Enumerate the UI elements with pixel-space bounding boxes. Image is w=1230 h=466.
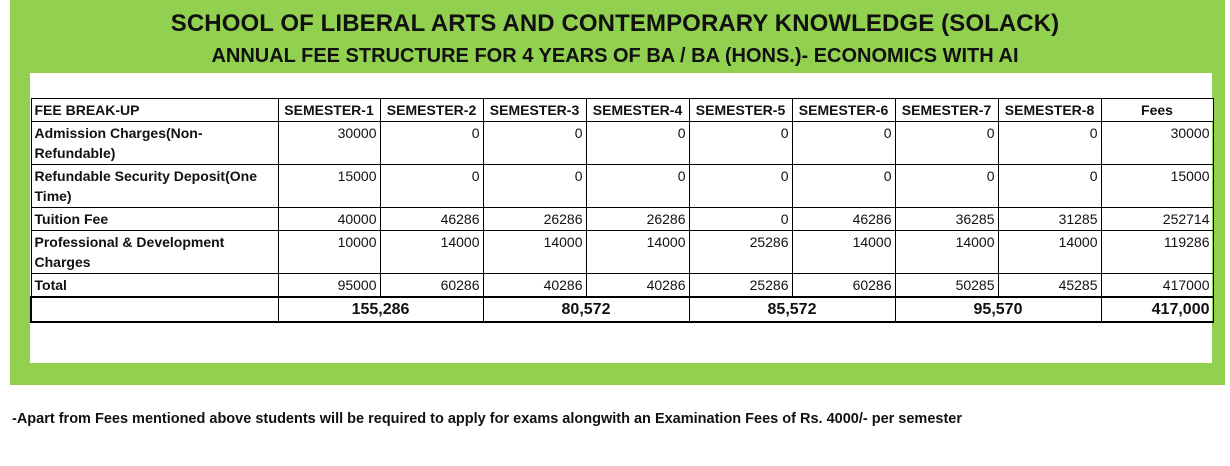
table-cell: 417000 (1101, 274, 1213, 298)
footer-note: -Apart from Fees mentioned above students will be required to apply for exams alongwith an Examination Fees of Rs. 4000/- per semester (12, 411, 962, 427)
page-title: SCHOOL OF LIBERAL ARTS AND CONTEMPORARY KNOWLEDGE (SOLACK) (170, 10, 1060, 37)
column-header-fees: Fees (1101, 99, 1213, 122)
table-cell: 26286 (483, 208, 586, 231)
table-cell: 46286 (380, 208, 483, 231)
table-cell: 119286 (1101, 231, 1213, 274)
year-1-total: 155,286 (278, 297, 483, 322)
table-cell: 15000 (1101, 165, 1213, 208)
yearly-totals-row (31, 297, 1213, 322)
table-cell: 36285 (895, 208, 998, 231)
year-2-total: 80,572 (483, 297, 689, 322)
table-row (31, 122, 1213, 165)
table-row-total (31, 274, 1213, 298)
table-cell: 0 (895, 122, 998, 165)
table-cell: 30000 (278, 122, 380, 165)
column-header-semester-1: SEMESTER-1 (278, 99, 380, 122)
table-cell: 0 (483, 165, 586, 208)
table-cell: 0 (792, 165, 895, 208)
year-4-total: 95,570 (895, 297, 1101, 322)
table-cell: 0 (998, 165, 1101, 208)
column-header-semester-5: SEMESTER-5 (689, 99, 792, 122)
table-cell: 14000 (586, 231, 689, 274)
year-3-total: 85,572 (689, 297, 895, 322)
table-cell: 25286 (689, 274, 792, 298)
table-cell: 14000 (998, 231, 1101, 274)
table-cell: 0 (586, 122, 689, 165)
table-row (31, 208, 1213, 231)
table-cell: 0 (689, 122, 792, 165)
table-cell: 0 (895, 165, 998, 208)
table-cell: 0 (380, 165, 483, 208)
table-cell: 0 (689, 165, 792, 208)
table-cell: 10000 (278, 231, 380, 274)
table-cell: 31285 (998, 208, 1101, 231)
table-cell: 45285 (998, 274, 1101, 298)
table-cell: 26286 (586, 208, 689, 231)
table-cell: 0 (792, 122, 895, 165)
table-cell: 40286 (586, 274, 689, 298)
table-row (31, 231, 1213, 274)
column-header-fee-break-up: FEE BREAK-UP (31, 99, 278, 122)
table-cell: 14000 (380, 231, 483, 274)
column-header-semester-4: SEMESTER-4 (586, 99, 689, 122)
table-cell: 60286 (792, 274, 895, 298)
table-cell: 0 (380, 122, 483, 165)
fee-structure-table (30, 98, 1214, 323)
table-cell: 60286 (380, 274, 483, 298)
table-cell: 0 (998, 122, 1101, 165)
table-cell: 15000 (278, 165, 380, 208)
column-header-semester-8: SEMESTER-8 (998, 99, 1101, 122)
table-cell: 0 (689, 208, 792, 231)
column-header-semester-3: SEMESTER-3 (483, 99, 586, 122)
table-cell: 30000 (1101, 122, 1213, 165)
table-cell: 0 (586, 165, 689, 208)
table-cell: 40286 (483, 274, 586, 298)
table-cell: 46286 (792, 208, 895, 231)
row-label: Total (31, 274, 278, 298)
row-label: Professional & Development Charges (31, 231, 278, 274)
row-label: Admission Charges(Non-Refundable) (31, 122, 278, 165)
table-cell: 14000 (483, 231, 586, 274)
column-header-semester-7: SEMESTER-7 (895, 99, 998, 122)
column-header-semester-6: SEMESTER-6 (792, 99, 895, 122)
table-cell: 0 (483, 122, 586, 165)
table-cell: 95000 (278, 274, 380, 298)
table-cell: 252714 (1101, 208, 1213, 231)
yearly-totals-label (31, 297, 278, 322)
page-subtitle: ANNUAL FEE STRUCTURE FOR 4 YEARS OF BA / BA (HONS.)- ECONOMICS WITH AI (211, 45, 1019, 67)
row-label: Tuition Fee (31, 208, 278, 231)
row-label: Refundable Security Deposit(One Time) (31, 165, 278, 208)
table-cell: 14000 (895, 231, 998, 274)
grand-total: 417,000 (1101, 297, 1213, 322)
table-cell: 14000 (792, 231, 895, 274)
table-cell: 50285 (895, 274, 998, 298)
table-cell: 40000 (278, 208, 380, 231)
table-cell: 25286 (689, 231, 792, 274)
table-header-row (31, 99, 1213, 122)
table-row (31, 165, 1213, 208)
column-header-semester-2: SEMESTER-2 (380, 99, 483, 122)
